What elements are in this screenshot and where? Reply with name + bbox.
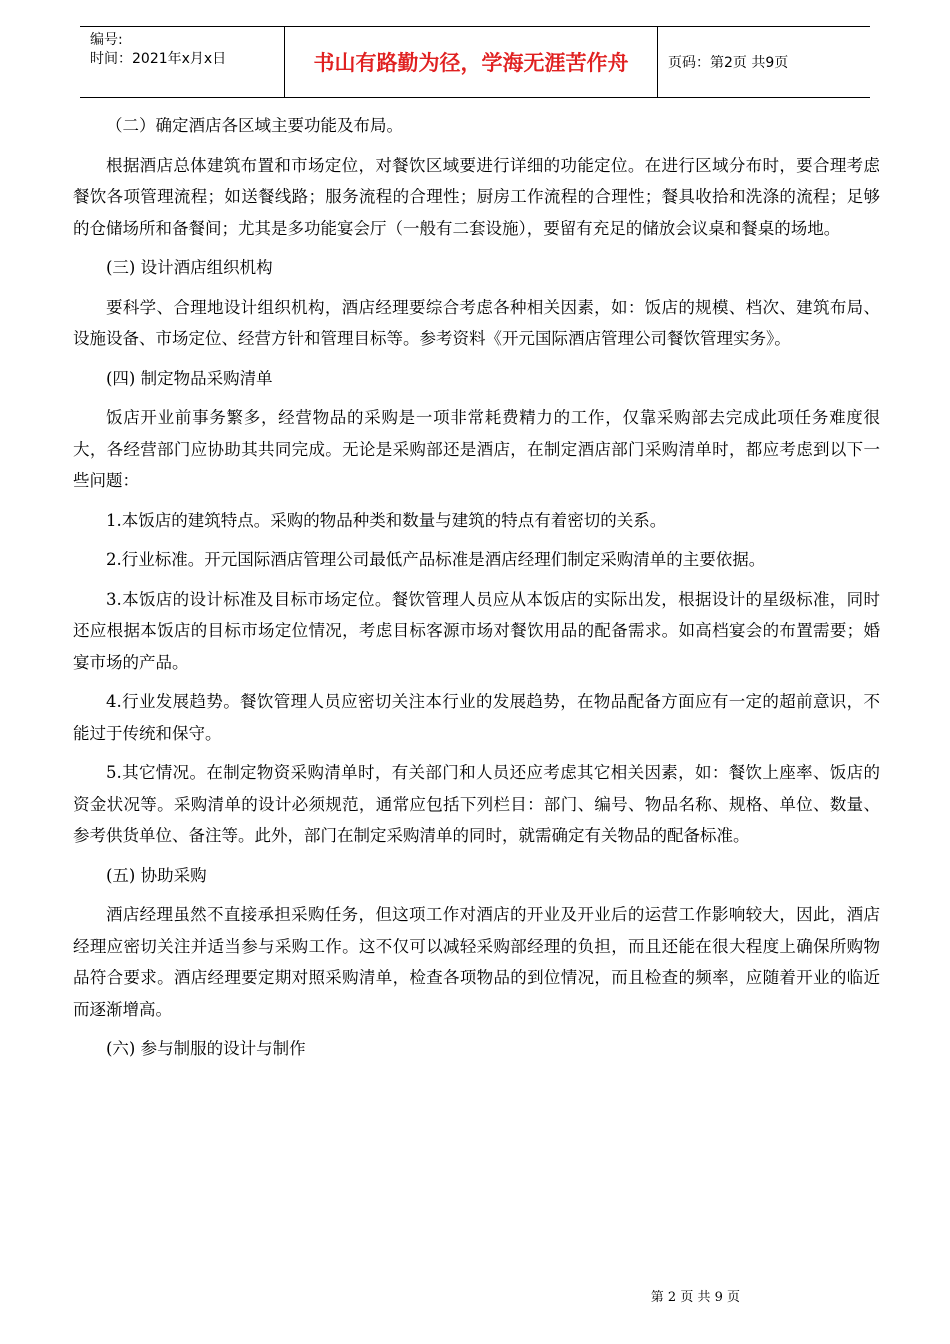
list-item: 1.本饭店的建筑特点。采购的物品种类和数量与建筑的特点有着密切的关系。	[106, 510, 667, 530]
paragraph: 饭店开业前事务繁多，经营物品的采购是一项非常耗费精力的工作，仅靠采购部去完成此项任务难度很大，各经营部门应协助其共同完成。无论是采购部还是酒店，在制定酒店部门采购清单时，都应考虑到以下一些问题：	[73, 408, 880, 490]
section-heading: (五) 协助采购	[106, 865, 207, 885]
header-meta	[80, 27, 284, 97]
list-item: 4.行业发展趋势。餐饮管理人员应密切关注本行业的发展趋势，在物品配备方面应有一定的超前意识，不能过于传统和保守。	[73, 692, 880, 743]
list-item: 3.本饭店的设计标准及目标市场定位。餐饮管理人员应从本饭店的实际出发，根据设计的星级标准，同时还应根据本饭店的目标市场定位情况，考虑目标客源市场对餐饮用品的配备需求。如高档宴会的布置需要；婚宴市场的产品。	[73, 589, 880, 672]
section-heading: (三) 设计酒店组织机构	[106, 258, 273, 277]
list-item: 5.其它情况。在制定物资采购清单时，有关部门和人员还应考虑其它相关因素，如：餐饮上座率、饭店的资金状况等。采购清单的设计必须规范，通常应包括下列栏目：部门、编号、物品名称、规格、单位、数量、参考供货单位、备注等。此外，部门在制定采购清单的同时，就需确定有关物品的配备标准。	[73, 763, 880, 845]
paragraph: 根据酒店总体建筑布置和市场定位，对餐饮区域要进行详细的功能定位。在进行区域分布时，要合理考虑餐饮各项管理流程；如送餐线路；服务流程的合理性；厨房工作流程的合理性；餐具收拾和洗涤的流程；足够的仓储场所和备餐间；尤其是多功能宴会厅（一般有二套设施），要留有充足的储放会议桌和餐桌的场地。	[73, 155, 880, 238]
paragraph: 酒店经理虽然不直接承担采购任务，但这项工作对酒店的开业及开业后的运营工作影响较大，因此，酒店经理应密切关注并适当参与采购工作。这不仅可以减轻采购部经理的负担，而且还能在很大程度上确保所购物品符合要求。酒店经理要定期对照采购清单，检查各项物品的到位情况，而且检查的频率，应随着开业的临近而逐渐增高。	[73, 905, 880, 1019]
section-heading: (六) 参与制服的设计与制作	[106, 1039, 306, 1058]
header-page-code: 页码：第2页 共9页	[668, 55, 789, 71]
document-time-label: 时间：2021年x月x日	[90, 51, 227, 67]
list-item: 2.行业标准。开元国际酒店管理公司最低产品标准是酒店经理们制定采购清单的主要依据。	[106, 550, 766, 569]
section-heading: (四) 制定物品采购清单	[106, 368, 273, 388]
document-number-label: 编号:	[90, 32, 123, 48]
paragraph: 要科学、合理地设计组织机构，酒店经理要综合考虑各种相关因素，如：饭店的规模、档次、建筑布局、设施设备、市场定位、经营方针和管理目标等。参考资料《开元国际酒店管理公司餐饮管理实务》。	[73, 297, 880, 348]
page-footer: 第 2 页 共 9 页	[650, 1290, 740, 1305]
document-body	[73, 110, 880, 1073]
page-header	[80, 26, 870, 98]
header-motto: 书山有路勤为径，学海无涯苦作舟	[284, 27, 658, 97]
section-heading: （二）确定酒店各区域主要功能及布局。	[106, 116, 403, 135]
